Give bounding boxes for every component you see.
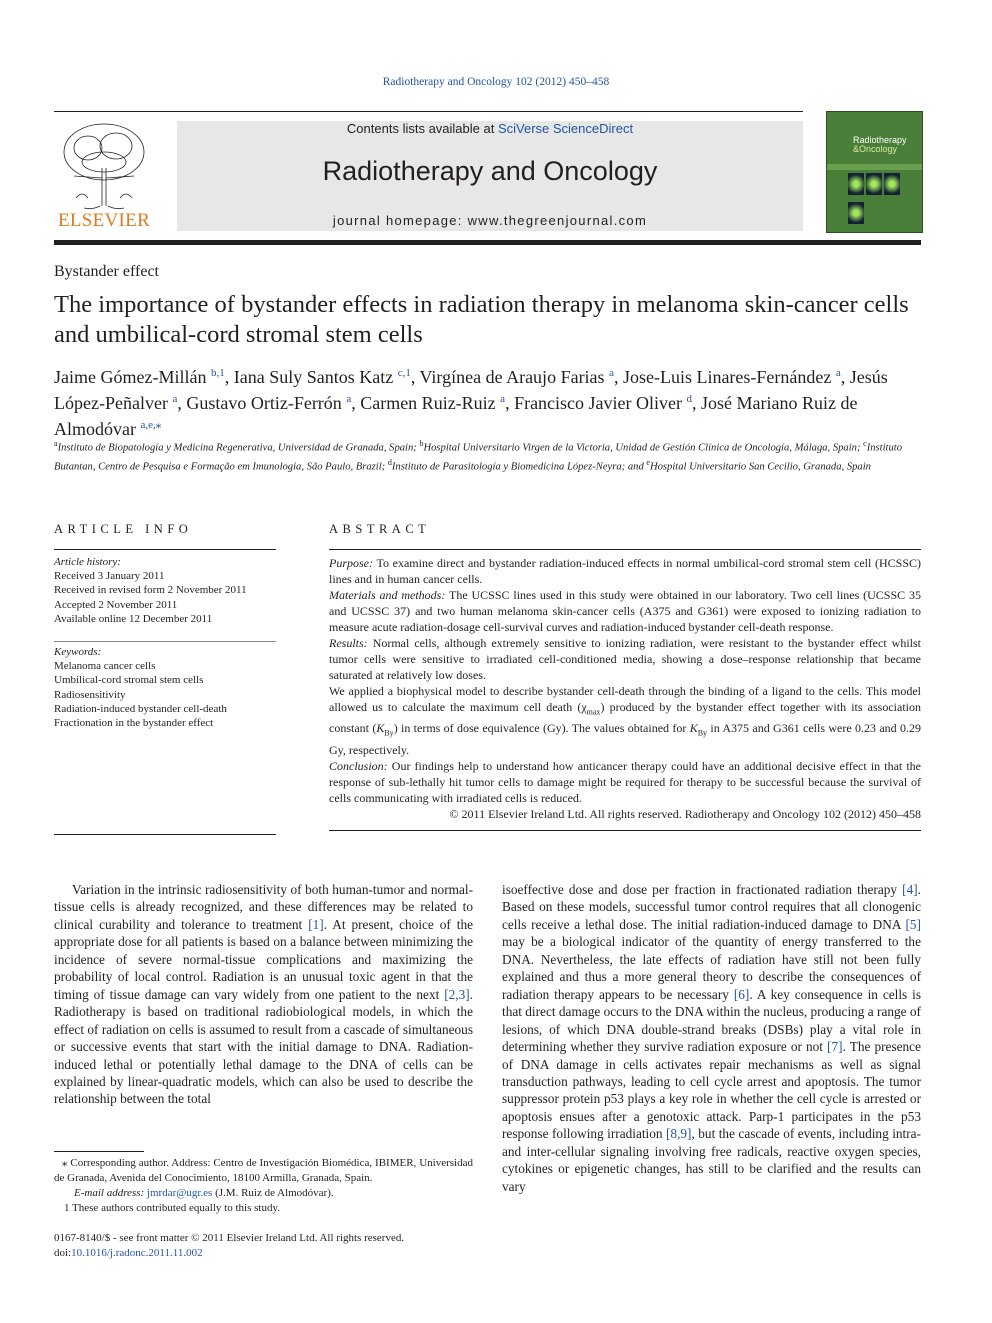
article-info-heading: ARTICLE INFO [54,522,193,536]
author-name: Jaime Gómez-Millán [54,367,211,387]
issn-line: 0167-8140/$ - see front matter © 2011 Elsevier Ireland Ltd. All rights reserved. [54,1232,405,1244]
journal-cover-image [826,111,923,233]
keyword: Fractionation in the bystander effect [54,717,214,730]
author-name: Francisco Javier Oliver [514,393,687,413]
keywords-rule [54,641,276,642]
author-affiliation-marker[interactable]: a [835,367,841,379]
page-footer [54,1231,654,1261]
affiliations [54,437,924,475]
author-affiliation-marker[interactable]: a [172,393,178,405]
citation-link[interactable]: [5] [905,916,921,932]
history-item: Received in revised form 2 November 2011 [54,584,247,597]
affiliation-text: Hospital Universitario San Cecilio, Granada, Spain [649,461,871,473]
abstract-model: We applied a biophysical model to describe bystander cell-death through the binding of a ligand to the cells. This model allowed us to calculate the maximum cell death $(\chi_{max})$ produced by the bystander effect together with its association constant $(K_{By})$ in terms of dose equivalence (Gy). The values obtained for $K_{By}$ in A375 and G361 cells were 0.23 and 0.29 Gy, respectively. [329,684,921,757]
article-info-rule [54,549,276,550]
keyword: Radiosensitivity [54,688,126,701]
author-affiliation-marker[interactable]: a,e,⁎ [140,419,162,431]
email-link[interactable]: jmrdar@ugr.es [146,1187,213,1199]
history-item: Accepted 2 November 2011 [54,598,178,611]
footnote-rule [54,1151,144,1152]
keyword: Umbilical-cord stromal stem cells [54,674,204,687]
keywords [54,645,276,730]
affiliation-marker: d [387,458,392,468]
citation-link[interactable]: [6] [733,986,750,1002]
keywords-label: Keywords: [54,646,102,658]
affiliation-marker: a [54,439,58,448]
journal-homepage[interactable]: journal homepage: www.thegreenjournal.com [332,213,648,228]
abstract-copyright: © 2011 Elsevier Ireland Ltd. All rights reserved. Radiotherapy and Oncology 102 (2012) 450–458 [449,806,921,821]
cover-scan-images [847,172,917,202]
author-name: Iana Suly Santos Katz [233,367,398,387]
header-rule [54,111,803,112]
body-column-right: isoeffective dose and dose per fraction in fractionated radiation therapy [4]. Based on these models, successful tumor control requires that all clonogenic cells receive a lethal dose. The initial radiation-induced damage to DNA [5] may be a biological indicator of the quantity of energy transferred to the DNA. Nevertheless, the late effects of radiation have still not been fully explained and thus a more general theory to describe the consequences of radiation therapy appears to be necessary [6]. A key consequence in cells is that direct damage occurs to the DNA within the nucleus, producing a range of lesions, of which DNA double-strand breaks (DSBs) play a vital role in determining whether they survive radiation exposure or not [7]. The presence of DNA damage in cells activates repair mechanisms as well as signal transduction pathways, leading to cell cycle arrest and apoptosis. The tumor suppressor protein p53 plays a key role in whether the cell cycle is arrested or apoptosis ensues after a genotoxic attack. Parp-1 participates in the p53 response following irradiation [8,9], but the cascade of events, including intra- and inter-cellular signaling involving free radicals, reactive oxygen species, cytokines or epigenetic changes, has still to be clarified and the results can vary [502,882,921,1194]
citation-link[interactable]: [2,3] [444,986,470,1002]
author-affiliation-marker[interactable]: b,1 [210,367,225,379]
author-name: Gustavo Ortiz-Ferrón [186,393,347,413]
footnotes [54,1156,473,1216]
cover-band [827,164,922,170]
author-name: José Mariano Ruiz de Almodóvar [54,393,858,439]
abstract-purpose: Purpose: To examine direct and bystander radiation-induced effects in normal umbilical-cord stromal stem cell (HCSSC) lines and in human cancer cells. [329,556,921,586]
abstract-methods: Materials and methods: The UCSSC lines used in this study were obtained in our laboratory. Two cell lines (UCSSC 35 and UCSSC 37) and two human melanoma skin-cancer cells (A375 and G361) were exposed to ionizing radiation to measure acute radiation-dosage cell-survival curves and radiation-induced bystander cell-death response. [329,588,921,634]
history-label: Article history: [54,556,121,568]
article-history [54,555,276,626]
equal-contribution-note: 1 These authors contributed equally to this study. [64,1202,280,1214]
email-note: E-mail address: jmrdar@ugr.es (J.M. Ruiz de Almodóvar). [74,1187,334,1199]
corresponding-author-note: ⁎ Corresponding author. Address: Centro de Investigación Biomédica, IBIMER, Universidad de Granada, Avenida del Conocimiento, 18100 Armilla, Granada, Spain. [54,1157,473,1184]
keyword: Radiation-induced bystander cell-death [54,702,227,715]
author-name: Jose-Luis Linares-Fernández [622,367,836,387]
author-affiliation-marker[interactable]: d [686,393,693,405]
history-item: Received 3 January 2011 [54,570,165,583]
article-title: The importance of bystander effects in radiation therapy in melanoma skin-cancer cells and umbilical-cord stromal stem cells [54,291,909,348]
affiliation-marker: c [863,439,867,448]
author-name: Jesús López-Peñalver [54,367,888,413]
contents-prefix: Contents lists available at [346,121,498,136]
author-list: Jaime Gómez-Millán $^{b,1}$, Iana Suly Santos Katz $^{c,1}$, Virgínea de Araujo Farias $^a$, Jose-Luis Linares-Fernández $^a$, Jesús López-Peñalver $^a$, Gustavo Ortiz-Ferrón $^a$, Carmen Ruiz-Ruiz $^a$, Francisco Javier Oliver $^d$, José Mariano Ruiz de Almodóvar $^{a,e,⁎}$ [54,367,888,439]
body-column-left: Variation in the intrinsic radiosensitivity of both human-tumor and normal-tissue cells is already recognized, and these differences may be related to clinical curability and tolerance to treatment [1]. At present, choice of the appropriate dose for all patients is based on a balance between minimizing the incidence of severe normal-tissue complications and maximizing the probability of local control. Radiation is an unusual toxic agent in that the timing of tissue damage can vary widely from one patient to the next [2,3]. Radiotherapy is based on traditional radiobiological models, in which the effect of radiation on cells is assumed to result from a cascade of simultaneous or successive events that start with the initial damage to DNA. Radiation-induced lethal or potentially lethal damage to the DNA of cells can be explained by linear-quadratic models, which can also be used to describe the relationship between the total [54,882,474,1107]
abstract-rule [329,549,921,550]
abstract-body [329,555,921,822]
keyword: Melanoma cancer cells [54,660,156,673]
elsevier-wordmark: ELSEVIER [57,210,151,231]
citation-link[interactable]: [8,9] [666,1126,692,1142]
doi-link[interactable]: 10.1016/j.radonc.2011.11.002 [71,1247,203,1259]
affiliation-text: Instituto de Parasitología y Biomedicina López-Neyra; and [391,461,647,473]
affiliation-marker: b [419,439,424,448]
author-affiliation-marker[interactable]: a [609,367,614,379]
affiliation-text: Instituto de Biopatología y Medicina Regenerativa, Universidad de Granada, Spain; [57,442,420,454]
author-name: Virgínea de Araujo Farias [419,367,610,387]
affiliation-text: Instituto Butantan, Centro de Pesquisa e Formação em Imunologia, São Paulo, Brazil; [54,442,903,473]
journal-reference[interactable]: Radiotherapy and Oncology 102 (2012) 450–458 [382,76,610,88]
journal-title: Radiotherapy and Oncology [322,156,658,186]
contents-line [177,121,803,136]
article-section-label: Bystander effect [54,263,159,280]
article-info-end-rule [54,834,276,835]
author-affiliation-marker[interactable]: a [500,393,506,405]
abstract-conclusion: Conclusion: Our findings help to understand how anticancer therapy could have an additional decisive effect in that the response of sub-lethally hit tumor cells to damage might be required for therapy to be successful because the survival of cells communicating with irradiated cells is reduced. [329,758,922,805]
affiliation-text: Hospital Universitario Virgen de la Victoria, Unidad de Gestión Clínica de Oncología, Málaga, Spain; [423,442,864,454]
abstract-heading: ABSTRACT [329,522,431,536]
doi-line: doi:10.1016/j.radonc.2011.11.002 [54,1247,203,1259]
author-affiliation-marker[interactable]: c,1 [397,367,411,379]
history-item: Available online 12 December 2011 [54,612,213,625]
abstract-results: Results: Normal cells, although extremely sensitive to ionizing radiation, were resistant to the bystander effect whilst tumor cells were sensitive to irradiated cell-conditioned media, showing a dose–response relationship that became saturated at relatively low doses. [329,636,922,682]
author-affiliation-marker[interactable]: a [346,393,352,405]
cover-title: Radiotherapy &Oncology [853,135,907,154]
citation-link[interactable]: [1] [308,916,324,932]
sciencedirect-link[interactable]: SciVerse ScienceDirect [497,121,634,136]
header-thick-rule [54,240,921,245]
affiliation-marker: e [646,458,650,468]
citation-link[interactable]: [7] [827,1039,843,1055]
citation-link[interactable]: [4] [902,882,918,897]
abstract-end-rule [329,830,921,831]
author-name: Carmen Ruiz-Ruiz [360,393,501,413]
